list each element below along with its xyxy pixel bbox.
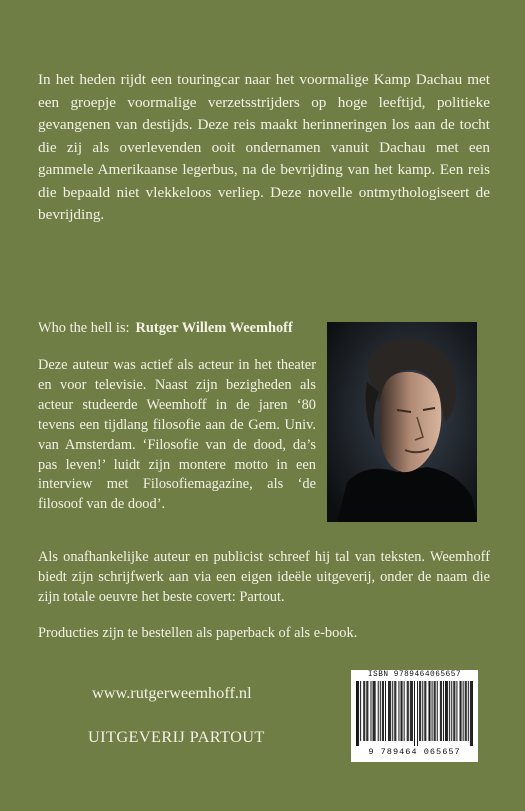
barcode-bar	[375, 681, 376, 741]
barcode-bar	[395, 681, 396, 741]
barcode-bar	[364, 681, 365, 741]
barcode-bar	[460, 681, 461, 741]
barcode-bar	[466, 681, 467, 741]
barcode-bar	[471, 681, 472, 746]
barcode-bar	[383, 681, 384, 741]
barcode-bar	[401, 681, 402, 741]
author-photo	[327, 322, 477, 522]
barcode-bar	[380, 681, 381, 741]
barcode-bar	[414, 681, 415, 746]
isbn-label: ISBN 9789464065657	[367, 671, 462, 679]
barcode-bar	[411, 681, 412, 741]
barcode-bar	[432, 681, 433, 741]
barcode-bar	[437, 681, 438, 741]
barcode-bar	[449, 681, 450, 741]
barcode-bar	[392, 681, 393, 741]
barcode-bar	[417, 681, 418, 746]
barcode-bar	[356, 681, 357, 746]
barcode-bar	[382, 681, 383, 741]
barcode-bar	[447, 681, 448, 741]
productions-note: Producties zijn te bestellen als paperback of als e-book.	[38, 625, 358, 641]
barcode-bar	[357, 681, 358, 746]
barcode-bar	[366, 681, 367, 741]
barcode-bar	[412, 681, 413, 741]
barcode-bar	[410, 681, 411, 741]
barcode-bar	[430, 681, 431, 741]
book-blurb: In het heden rijdt een touringcar naar het voormalige Kamp Dachau met een groepje voormalige verzetsstrijders op hoge leeftijd, politieke gevangenen van destijds. Deze reis maakt herinneringen los aan de tocht die zij als overlevenden ooit ondernamen vanuit Dachau met een gammele Amerikaanse legerbus, na de bevrijding van het kamp. Een reis die bepaald niet vlekkeloos verliep. Deze novelle ontmythologiseert de bevrijding.	[38, 71, 490, 223]
author-bio: Deze auteur was actief als acteur in het theater en voor televisie. Naast zijn bezigheden als acteur studeerde Weemhoff in de jaren ‘80 tevens een tijdlang filosofie aan de Gem. Univ. van Amsterdam. ‘Filosofie van de dood, da’s pas leven!’ luidt zijn montere motto in een interview met Filosofiemagazine, als ‘de filosoof van de dood’.	[38, 357, 316, 513]
author-heading	[38, 320, 293, 337]
author-heading-prefix: Who the hell is:	[38, 320, 130, 336]
barcode-bar	[454, 681, 455, 741]
barcode-bar	[398, 681, 399, 741]
barcode-bar	[371, 681, 372, 741]
barcode-bar	[434, 681, 435, 741]
barcode-bar	[388, 681, 389, 741]
barcode-bar	[456, 681, 457, 741]
barcode-bar	[374, 681, 375, 741]
author-name: Rutger Willem Weemhoff	[135, 320, 293, 336]
barcode-bar	[463, 681, 464, 741]
publisher-name: UITGEVERIJ PARTOUT	[88, 727, 265, 746]
publisher-paragraph: Als onafhankelijke auteur en publicist schreef hij tal van teksten. Weemhoff biedt zijn schrijfwerk aan via een eigen ideële uitgeverij, onder de naam die zijn totale oeuvre het beste covert: Partout.	[38, 549, 490, 605]
barcode-bar	[394, 681, 395, 741]
barcode-bar	[373, 681, 374, 741]
isbn-barcode	[351, 670, 478, 762]
barcode-bar	[367, 681, 368, 741]
barcode-bar	[470, 681, 471, 746]
barcode-bar	[440, 681, 441, 741]
barcode-bar	[425, 681, 426, 741]
barcode-bar	[385, 681, 386, 741]
barcode-bar	[419, 681, 420, 741]
barcode-bar	[472, 681, 473, 746]
barcode-bar	[422, 681, 423, 741]
barcode-bars	[356, 681, 473, 746]
barcode-bar	[453, 681, 454, 741]
barcode-bar	[468, 681, 469, 741]
barcode-bar	[451, 681, 452, 741]
barcode-digits: 9 789464 065657	[368, 747, 461, 757]
barcode-bar	[404, 681, 405, 741]
barcode-bar	[408, 681, 409, 741]
website-url: www.rutgerweemhoff.nl	[92, 683, 252, 702]
barcode-bar	[420, 681, 421, 741]
barcode-bar	[360, 681, 361, 741]
barcode-bar	[428, 681, 429, 741]
barcode-bar	[424, 681, 425, 741]
barcode-bar	[390, 681, 391, 741]
barcode-bar	[441, 681, 442, 741]
barcode-bar	[358, 681, 359, 746]
barcode-bar	[389, 681, 390, 741]
barcode-bar	[378, 681, 379, 741]
barcode-bar	[435, 681, 436, 741]
barcode-bar	[443, 681, 444, 741]
barcode-bar	[363, 681, 364, 741]
author-portrait-image	[327, 322, 477, 522]
barcode-bar	[445, 681, 446, 741]
barcode-bar	[402, 681, 403, 741]
barcode-bar	[407, 681, 408, 741]
barcode-bar	[465, 681, 466, 741]
barcode-bar	[446, 681, 447, 741]
barcode-bar	[461, 681, 462, 741]
